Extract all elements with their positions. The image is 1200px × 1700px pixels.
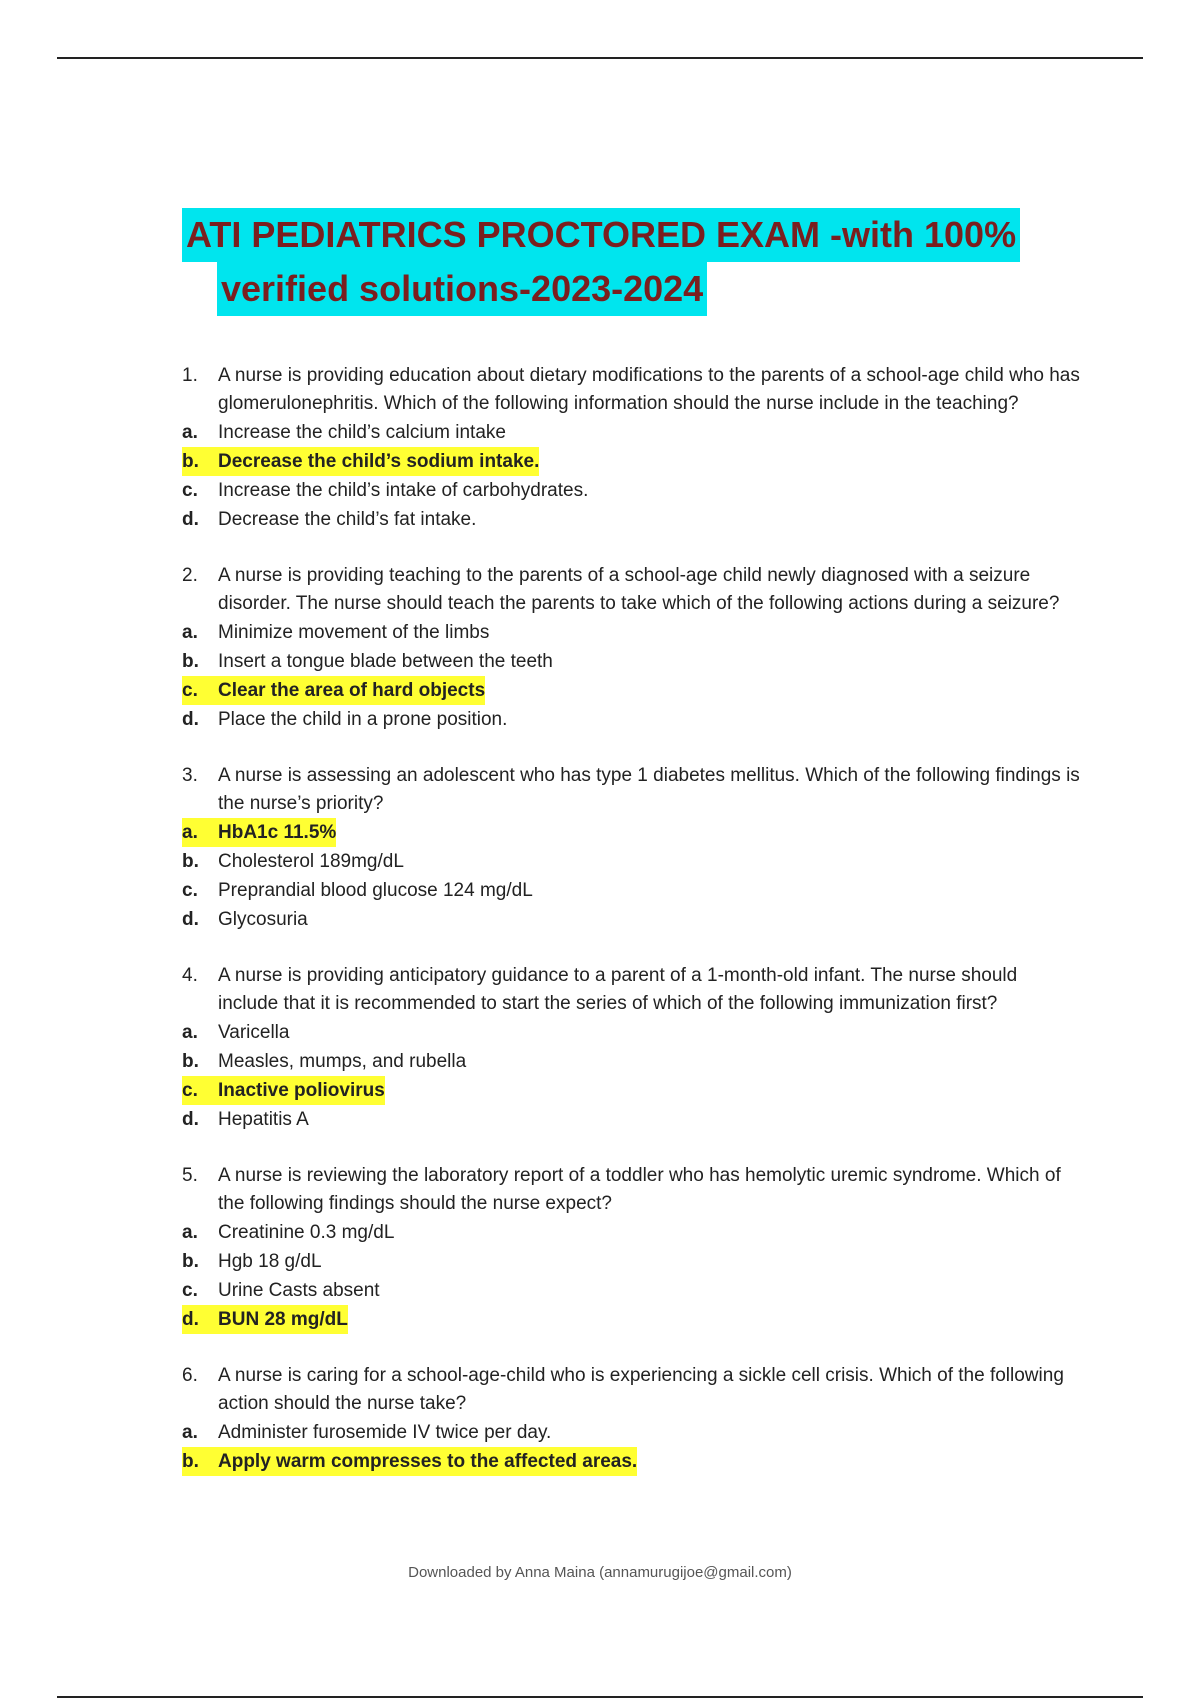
answer-option xyxy=(182,505,1082,534)
answer-option-correct xyxy=(182,676,1082,705)
question-item xyxy=(182,1362,1082,1476)
top-rule xyxy=(57,57,1143,59)
question-stem xyxy=(182,762,1082,818)
answer-highlight xyxy=(182,676,485,705)
option-text: BUN 28 mg/dL xyxy=(218,1309,348,1330)
answer-option xyxy=(182,647,1082,676)
question-number: 3. xyxy=(182,765,198,786)
answer-highlight xyxy=(182,1076,385,1105)
question-stem xyxy=(182,362,1082,418)
answer-option xyxy=(182,876,1082,905)
option-letter: b. xyxy=(182,1251,199,1272)
option-text: Varicella xyxy=(218,1022,290,1043)
download-footer: Downloaded by Anna Maina (annamurugijoe@gmail.com) xyxy=(408,1564,792,1581)
option-text: Minimize movement of the limbs xyxy=(218,622,490,643)
option-letter: a. xyxy=(182,1222,198,1243)
bottom-rule xyxy=(57,1696,1143,1698)
option-text: Decrease the child’s fat intake. xyxy=(218,509,477,530)
answer-highlight xyxy=(182,1447,637,1476)
answer-option-correct xyxy=(182,1076,1082,1105)
answer-option-correct xyxy=(182,818,1082,847)
option-letter: b. xyxy=(182,651,199,672)
option-text: HbA1c 11.5% xyxy=(218,822,337,843)
option-text: Clear the area of hard objects xyxy=(218,680,486,701)
title-line-1: ATI PEDIATRICS PROCTORED EXAM -with 100% xyxy=(182,208,1020,262)
question-number: 6. xyxy=(182,1365,198,1386)
option-text: Increase the child’s intake of carbohydrates. xyxy=(218,480,589,501)
answer-option-correct xyxy=(182,1447,1082,1476)
answer-option xyxy=(182,1105,1082,1134)
question-item xyxy=(182,1162,1082,1334)
answer-option xyxy=(182,1247,1082,1276)
answer-highlight xyxy=(182,1305,348,1334)
question-stem xyxy=(182,1362,1082,1418)
option-letter: c. xyxy=(182,480,198,501)
question-stem xyxy=(182,562,1082,618)
answer-option xyxy=(182,705,1082,734)
option-letter: d. xyxy=(182,709,199,730)
question-text: A nurse is caring for a school-age-child who is experiencing a sickle cell crisis. Which of the following action should the nurse take? xyxy=(218,1365,1064,1414)
answer-highlight xyxy=(182,447,539,476)
question-stem xyxy=(182,1162,1082,1218)
option-text: Place the child in a prone position. xyxy=(218,709,508,730)
option-text: Glycosuria xyxy=(218,909,308,930)
option-text: Cholesterol 189mg/dL xyxy=(218,851,404,872)
question-number: 4. xyxy=(182,965,198,986)
answer-option xyxy=(182,1276,1082,1305)
option-letter: b. xyxy=(182,451,199,472)
option-text: Preprandial blood glucose 124 mg/dL xyxy=(218,880,533,901)
question-item xyxy=(182,562,1082,734)
question-text: A nurse is providing anticipatory guidance to a parent of a 1-month-old infant. The nurse should include that it is recommended to start the series of which of the following immunization first? xyxy=(218,965,1018,1014)
option-letter: c. xyxy=(182,880,198,901)
option-text: Apply warm compresses to the affected areas. xyxy=(218,1451,638,1472)
option-letter: a. xyxy=(182,622,198,643)
question-text: A nurse is assessing an adolescent who has type 1 diabetes mellitus. Which of the following findings is the nurse’s priority? xyxy=(218,765,1080,814)
answer-option xyxy=(182,1018,1082,1047)
option-text: Hgb 18 g/dL xyxy=(218,1251,322,1272)
option-letter: d. xyxy=(182,509,199,530)
option-letter: b. xyxy=(182,1451,199,1472)
option-letter: d. xyxy=(182,909,199,930)
question-item xyxy=(182,362,1082,534)
title-line-2: verified solutions-2023-2024 xyxy=(217,262,707,316)
question-text: A nurse is providing education about dietary modifications to the parents of a school-age child who has glomerulonephritis. Which of the following information should the nurse include in the teaching? xyxy=(218,365,1080,414)
question-item xyxy=(182,762,1082,934)
question-number: 1. xyxy=(182,365,198,386)
answer-option xyxy=(182,476,1082,505)
answer-option xyxy=(182,847,1082,876)
option-text: Creatinine 0.3 mg/dL xyxy=(218,1222,395,1243)
option-text: Increase the child’s calcium intake xyxy=(218,422,506,443)
question-list xyxy=(182,362,1082,1504)
option-letter: c. xyxy=(182,680,198,701)
option-text: Measles, mumps, and rubella xyxy=(218,1051,467,1072)
option-letter: c. xyxy=(182,1080,198,1101)
document-title xyxy=(182,208,1082,316)
option-letter: a. xyxy=(182,822,198,843)
option-text: Urine Casts absent xyxy=(218,1280,380,1301)
question-item xyxy=(182,962,1082,1134)
answer-option-correct xyxy=(182,447,1082,476)
answer-highlight xyxy=(182,818,336,847)
option-letter: a. xyxy=(182,1422,198,1443)
question-text: A nurse is providing teaching to the parents of a school-age child newly diagnosed with a seizure disorder. The nurse should teach the parents to take which of the following actions during a seizure? xyxy=(218,565,1060,614)
question-number: 5. xyxy=(182,1165,198,1186)
question-text: A nurse is reviewing the laboratory report of a toddler who has hemolytic uremic syndrome. Which of the following findings should the nurse expect? xyxy=(218,1165,1061,1214)
option-text: Administer furosemide IV twice per day. xyxy=(218,1422,552,1443)
option-letter: d. xyxy=(182,1109,199,1130)
answer-option xyxy=(182,1218,1082,1247)
option-letter: b. xyxy=(182,851,199,872)
option-letter: a. xyxy=(182,422,198,443)
answer-option xyxy=(182,1047,1082,1076)
question-number: 2. xyxy=(182,565,198,586)
option-text: Insert a tongue blade between the teeth xyxy=(218,651,553,672)
option-letter: b. xyxy=(182,1051,199,1072)
answer-option xyxy=(182,905,1082,934)
option-letter: a. xyxy=(182,1022,198,1043)
question-stem xyxy=(182,962,1082,1018)
option-text: Hepatitis A xyxy=(218,1109,309,1130)
option-letter: d. xyxy=(182,1309,199,1330)
answer-option-correct xyxy=(182,1305,1082,1334)
option-text: Inactive poliovirus xyxy=(218,1080,385,1101)
option-text: Decrease the child’s sodium intake. xyxy=(218,451,540,472)
answer-option xyxy=(182,418,1082,447)
answer-option xyxy=(182,1418,1082,1447)
answer-option xyxy=(182,618,1082,647)
option-letter: c. xyxy=(182,1280,198,1301)
